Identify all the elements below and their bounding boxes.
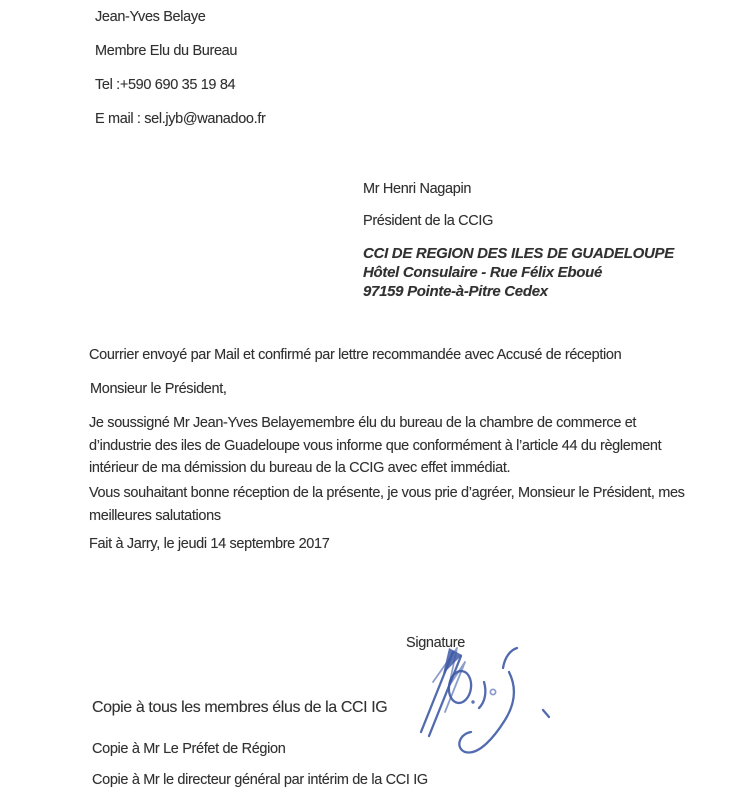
recipient-address-line1: Hôtel Consulaire - Rue Félix Eboué: [363, 264, 603, 281]
body-paragraph-resignation: Je soussigné Mr Jean-Yves Belayemembre élu du bureau de la chambre de commerce et d’industrie des iles de Guadeloupe vous informe que conformément à l’article 44 du règlement intérieur de ma démission du bureau de la CCIG avec effet immédiat.: [89, 415, 662, 476]
copy-line-directeur-general: Copie à Mr le directeur général par intérim de la CCI IG: [92, 772, 428, 788]
body-paragraph-closing: Vous souhaitant bonne réception de la présente, je vous prie d’agréer, Monsieur le Président, mes meilleures salutations: [89, 485, 685, 524]
dateline: Fait à Jarry, le jeudi 14 septembre 2017: [89, 536, 330, 552]
sender-name: Jean-Yves Belaye: [95, 9, 206, 25]
sender-email: E mail : sel.jyb@wanadoo.fr: [95, 111, 266, 127]
sender-role: Membre Elu du Bureau: [95, 43, 238, 59]
recipient-organization: CCI DE REGION DES ILES DE GUADELOUPE: [363, 245, 674, 262]
delivery-note: Courrier envoyé par Mail et confirmé par lettre recommandée avec Accusé de réception: [89, 347, 622, 363]
copy-line-all-elected-members: Copie à tous les membres élus de la CCI IG: [92, 699, 388, 716]
salutation-line: Monsieur le Président,: [90, 381, 227, 397]
signature-label: Signature: [406, 635, 465, 651]
sender-phone: Tel :+590 690 35 19 84: [95, 77, 236, 93]
recipient-address-line2: 97159 Pointe-à-Pitre Cedex: [363, 283, 548, 300]
copy-line-prefet-de-region: Copie à Mr Le Préfet de Région: [92, 741, 286, 757]
recipient-name: Mr Henri Nagapin: [363, 181, 472, 197]
handwritten-signature-scribble: [405, 640, 605, 775]
recipient-title: Président de la CCIG: [363, 213, 494, 229]
